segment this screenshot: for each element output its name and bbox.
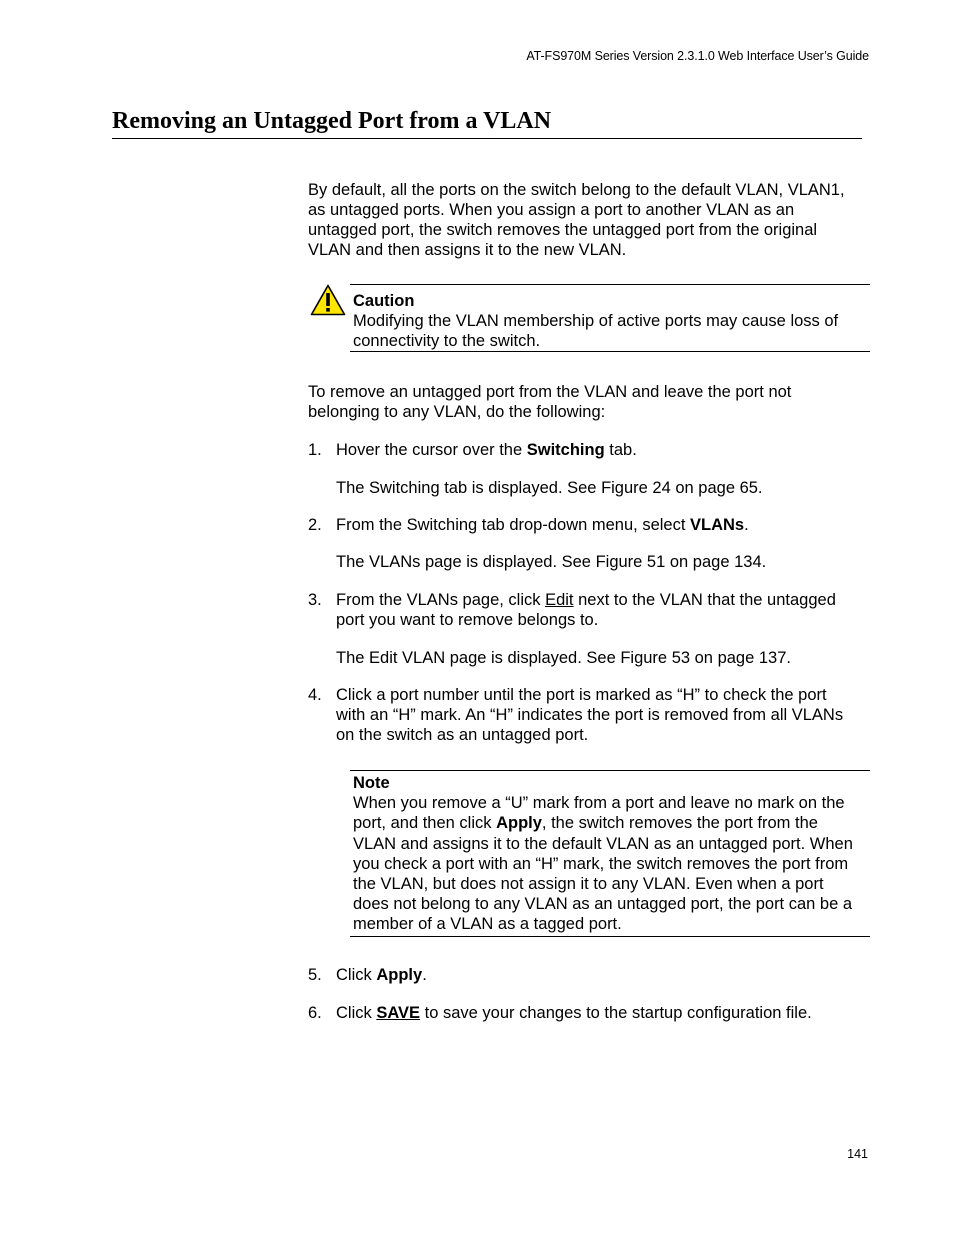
step-text: Click a port number until the port is marked as “H” to check the port bbox=[336, 686, 827, 704]
note-heading: Note bbox=[353, 774, 390, 792]
step-text: From the VLANs page, click bbox=[336, 591, 546, 609]
note-line: When you remove a “U” mark from a port and leave no mark on the bbox=[353, 794, 845, 813]
step-text: on the switch as an untagged port. bbox=[336, 726, 589, 744]
ui-term-vlans: VLANs bbox=[690, 516, 745, 534]
step-number: 4. bbox=[308, 686, 322, 704]
intro-line: untagged port, the switch removes the untagged port from the original bbox=[308, 221, 818, 239]
step-text: next to the VLAN that the untagged bbox=[573, 591, 836, 609]
note-line: member of a VLAN as a tagged port. bbox=[353, 915, 622, 934]
step-number: 5. bbox=[308, 966, 322, 984]
step-result: The VLANs page is displayed. See Figure 51 on page 134. bbox=[336, 553, 767, 571]
note-line: , the switch removes the port from the bbox=[541, 814, 818, 833]
step-result: The Edit VLAN page is displayed. See Figure 53 on page 137. bbox=[336, 649, 791, 667]
caution-line: Modifying the VLAN membership of active ports may cause loss of bbox=[353, 312, 839, 330]
note-line: port, and then click bbox=[353, 814, 497, 833]
ui-term-apply: Apply bbox=[496, 814, 542, 833]
caution-heading: Caution bbox=[353, 292, 415, 310]
step-number: 1. bbox=[308, 441, 322, 459]
step-text: with an “H” mark. An “H” indicates the port is removed from all VLANs bbox=[336, 706, 844, 724]
step-number: 2. bbox=[308, 516, 322, 534]
note-line: VLAN and assigns it to the default VLAN as an untagged port. When bbox=[353, 834, 853, 853]
edit-link[interactable]: Edit bbox=[545, 591, 574, 609]
step-text: . bbox=[744, 516, 749, 534]
lead-line: belonging to any VLAN, do the following: bbox=[308, 403, 606, 421]
caution-box bbox=[350, 284, 870, 352]
ui-term-apply: Apply bbox=[376, 966, 423, 984]
page-number: 141 bbox=[847, 1147, 868, 1161]
step-text: Click bbox=[336, 966, 377, 984]
step-text: From the Switching tab drop-down menu, select bbox=[336, 516, 691, 534]
step-text: Click bbox=[336, 1004, 377, 1022]
step-number: 3. bbox=[308, 591, 322, 609]
note-callout bbox=[350, 770, 870, 937]
intro-line: as untagged ports. When you assign a port to another VLAN as an bbox=[308, 201, 795, 219]
step-text: . bbox=[422, 966, 427, 984]
procedure-lead bbox=[308, 382, 870, 422]
lead-line: To remove an untagged port from the VLAN and leave the port not bbox=[308, 383, 792, 401]
note-line: you check a port with an “H” mark, the switch removes the port from bbox=[353, 854, 849, 873]
step-text: to save your changes to the startup configuration file. bbox=[420, 1004, 812, 1022]
note-line: does not belong to any VLAN as an untagged port, the port can be a bbox=[353, 895, 853, 914]
step-text: Hover the cursor over the bbox=[336, 441, 527, 459]
section-title: Removing an Untagged Port from a VLAN bbox=[112, 106, 862, 139]
intro-line: VLAN and then assigns it to the new VLAN. bbox=[308, 241, 627, 259]
step-number: 6. bbox=[308, 1004, 322, 1022]
running-header: AT-FS970M Series Version 2.3.1.0 Web Interface User’s Guide bbox=[526, 49, 869, 63]
intro-paragraph bbox=[308, 180, 870, 260]
warning-triangle-icon bbox=[310, 284, 346, 316]
caution-callout bbox=[308, 284, 870, 354]
note-line: the VLAN, but does not assign it to any VLAN. Even when a port bbox=[353, 875, 824, 894]
step-text: port you want to remove belongs to. bbox=[336, 611, 599, 629]
save-link[interactable]: SAVE bbox=[376, 1004, 421, 1022]
intro-line: By default, all the ports on the switch belong to the default VLAN, VLAN1, bbox=[308, 181, 845, 199]
caution-line: connectivity to the switch. bbox=[353, 332, 541, 350]
step-result: The Switching tab is displayed. See Figure 24 on page 65. bbox=[336, 479, 763, 497]
step-text: tab. bbox=[604, 441, 637, 459]
ui-term-switching: Switching bbox=[526, 441, 605, 459]
